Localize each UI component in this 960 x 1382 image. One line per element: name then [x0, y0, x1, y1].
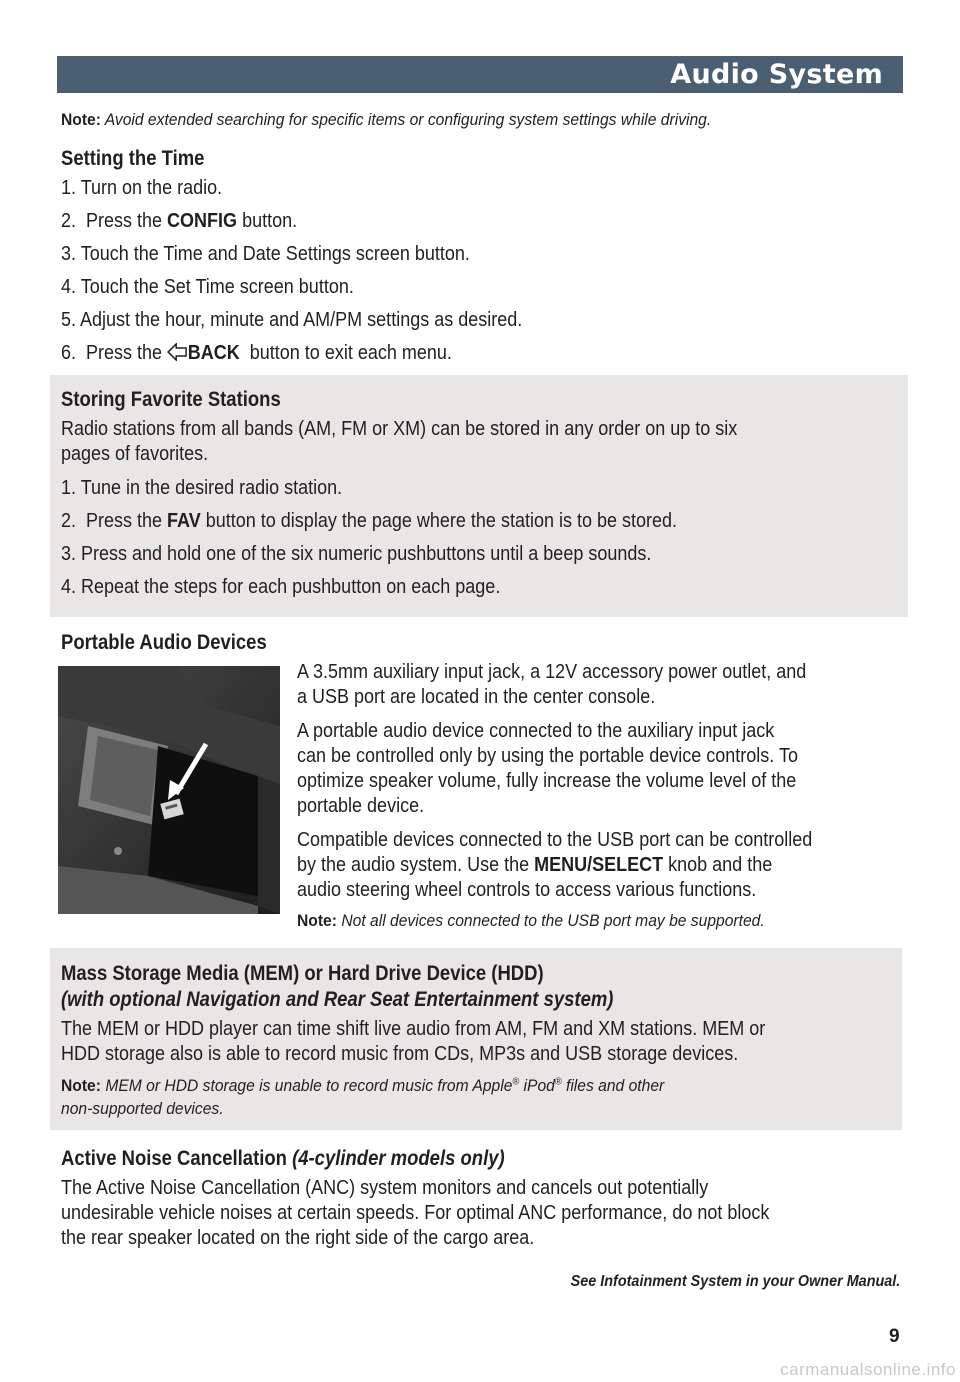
setting-time-step-6 [61, 342, 452, 365]
mem-line-2: HDD storage also is able to record music from CDs, MP3s and USB storage devices. [61, 1043, 739, 1065]
usb-note-label: Note: [297, 911, 337, 930]
section-header-bar [57, 56, 903, 93]
mem-note-part-1: MEM or HDD storage is unable to record music from Apple [105, 1076, 513, 1095]
anc-line-3: the rear speaker located on the right side of the cargo area. [61, 1227, 535, 1249]
mem-note-part-2: iPod [519, 1076, 555, 1095]
p3-prefix: by the audio system. Use the [297, 854, 535, 876]
portable-p3-line-1: Compatible devices connected to the USB port can be controlled [297, 829, 813, 851]
usb-note-text: Not all devices connected to the USB port may be supported. [341, 911, 765, 930]
mem-note-line-2: non-supported devices. [61, 1099, 224, 1118]
favorites-step-3: 3. Press and hold one of the six numeric pushbuttons until a beep sounds. [61, 543, 652, 565]
center-console-photo [58, 666, 280, 914]
setting-time-step-3: 3. Touch the Time and Date Settings screen button. [61, 243, 470, 265]
favorites-intro-line-1: Radio stations from all bands (AM, FM or XM) can be stored in any order on up to six [61, 418, 738, 440]
anc-line-1: The Active Noise Cancellation (ANC) system monitors and cancels out potentially [61, 1177, 709, 1199]
step-6-suffix: button to exit each menu. [239, 342, 452, 364]
fav-button-label: FAV [167, 510, 201, 532]
registered-mark: ® [554, 1076, 562, 1088]
setting-time-step-4: 4. Touch the Set Time screen button. [61, 276, 354, 298]
mem-note-part-3: files and other [561, 1076, 665, 1095]
watermark: carmanualsonline.info [780, 1360, 956, 1379]
step-6-prefix: 6. Press the [61, 342, 168, 364]
page-number: 9 [889, 1326, 900, 1347]
fav-step-suffix: button to display the page where the station is to be stored. [200, 510, 678, 532]
setting-time-step-2 [61, 210, 297, 233]
registered-mark: ® [512, 1076, 520, 1088]
driving-note [61, 110, 711, 130]
favorites-step-4: 4. Repeat the steps for each pushbutton on each page. [61, 576, 501, 598]
portable-p2-line-3: optimize speaker volume, fully increase the volume level of the [297, 770, 797, 792]
config-button-label: CONFIG [167, 210, 238, 232]
portable-p1-line-2: a USB port are located in the center console. [297, 686, 656, 708]
favorites-intro-line-2: pages of favorites. [61, 443, 209, 465]
section-title: Audio System [670, 59, 883, 90]
mem-heading: Mass Storage Media (MEM) or Hard Drive Device (HDD) [61, 962, 544, 985]
mem-subheading: (with optional Navigation and Rear Seat Entertainment system) [61, 988, 614, 1011]
mem-note-label: Note: [61, 1076, 101, 1095]
portable-p2-line-1: A portable audio device connected to the auxiliary input jack [297, 720, 775, 742]
setting-time-step-5: 5. Adjust the hour, minute and AM/PM settings as desired. [61, 309, 523, 331]
step-2-suffix: button. [237, 210, 298, 232]
portable-heading: Portable Audio Devices [61, 631, 267, 654]
step-2-prefix: 2. Press the [61, 210, 168, 232]
p3-suffix: knob and the [663, 854, 773, 876]
owner-manual-reference: See Infotainment System in your Owner Manual. [570, 1273, 900, 1290]
portable-p2-line-2: can be controlled only by using the portable device controls. To [297, 745, 798, 767]
setting-time-step-1: 1. Turn on the radio. [61, 177, 223, 199]
back-arrow-icon [167, 343, 187, 361]
mem-note [61, 1076, 664, 1096]
portable-p2-line-4: portable device. [297, 795, 425, 817]
favorites-step-1: 1. Tune in the desired radio station. [61, 477, 343, 499]
menu-select-label: MENU/SELECT [534, 854, 664, 876]
anc-heading-suffix: (4-cylinder models only) [292, 1147, 505, 1170]
usb-port-console-image [58, 666, 280, 914]
favorites-heading: Storing Favorite Stations [61, 388, 281, 411]
anc-heading [61, 1147, 505, 1171]
favorites-step-2 [61, 510, 677, 533]
mem-line-1: The MEM or HDD player can time shift live audio from AM, FM and XM stations. MEM or [61, 1018, 766, 1040]
anc-line-2: undesirable vehicle noises at certain speeds. For optimal ANC performance, do not block [61, 1202, 770, 1224]
portable-p3-line-2 [297, 854, 772, 877]
anc-heading-text: Active Noise Cancellation [61, 1147, 287, 1170]
back-button-label: BACK [187, 342, 240, 364]
fav-step-prefix: 2. Press the [61, 510, 168, 532]
portable-p1-line-1: A 3.5mm auxiliary input jack, a 12V accessory power outlet, and [297, 661, 807, 683]
usb-note [297, 911, 765, 931]
setting-time-heading: Setting the Time [61, 147, 205, 170]
note-text: Avoid extended searching for specific items or configuring system settings while driving. [104, 110, 712, 129]
note-label: Note: [61, 110, 101, 129]
portable-p3-line-3: audio steering wheel controls to access various functions. [297, 879, 757, 901]
